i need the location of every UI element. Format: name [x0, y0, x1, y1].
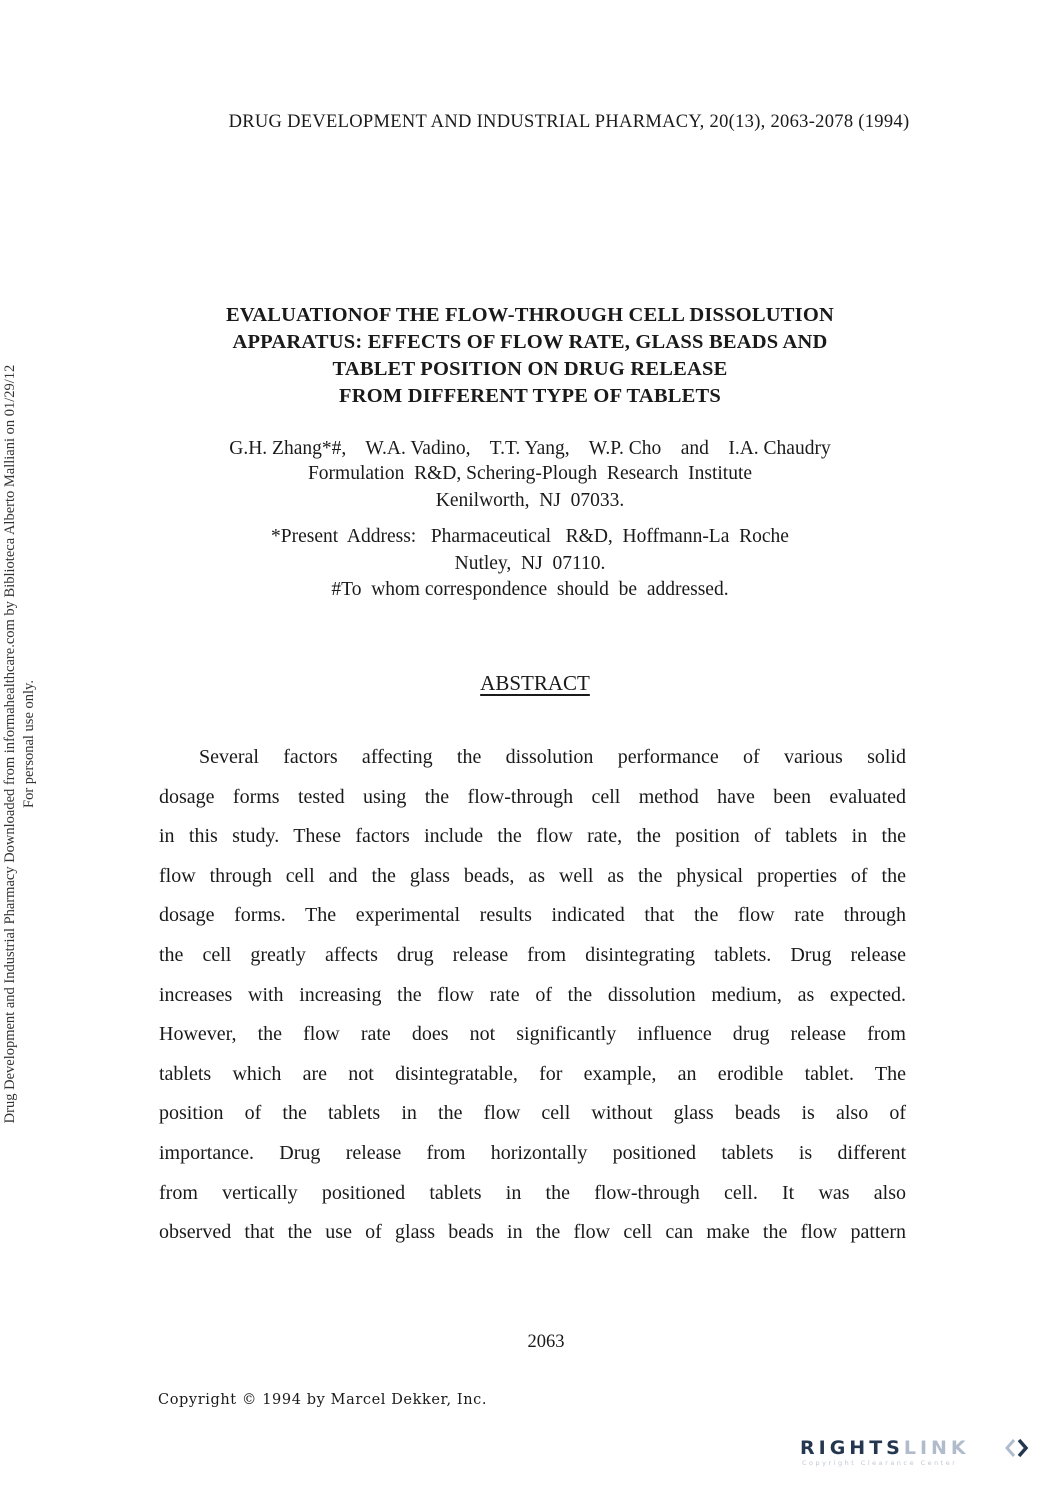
abstract-line: from vertically positioned tablets in the flow-through cell. It was also — [159, 1181, 906, 1204]
rightslink-tagline: Copyright Clearance Center — [802, 1459, 958, 1467]
abstract-line: However, the flow rate does not significantly influence drug release from — [159, 1023, 906, 1046]
article-title — [170, 302, 890, 410]
present-address — [120, 524, 940, 604]
journal-citation: DRUG DEVELOPMENT AND INDUSTRIAL PHARMACY, 20(13), 2063-2078 (1994) — [228, 112, 910, 132]
watermark-line-2: For personal use only. — [21, 680, 37, 808]
abstract-line: the cell greatly affects drug release from disintegrating tablets. Drug release — [159, 943, 906, 966]
title-line: APPARATUS: EFFECTS OF FLOW RATE, GLASS BEADS AND — [232, 331, 828, 353]
rightslink-logo[interactable] — [800, 1437, 1032, 1477]
affiliation-line: Formulation R&D, Schering-Plough Research Institute — [307, 463, 753, 484]
abstract-line: tablets which are not disintegratable, for example, an erodible tablet. The — [159, 1062, 906, 1085]
rightslink-logo-icon — [1005, 1436, 1029, 1460]
download-watermark — [0, 300, 59, 1200]
abstract-heading: ABSTRACT — [480, 671, 590, 695]
rightslink-wordmark: RIGHTSLINK — [800, 1437, 970, 1459]
abstract-line: in this study. These factors include the flow rate, the position of tablets in the — [159, 825, 906, 848]
page-number: 2063 — [527, 1332, 565, 1352]
present-address-city: Nutley, NJ 07110. — [454, 552, 606, 574]
abstract-line: importance. Drug release from horizontally positioned tablets is different — [159, 1141, 906, 1164]
abstract-line: increases with increasing the flow rate of the dissolution medium, as expected. — [159, 983, 906, 1006]
correspondence-note: #To whom correspondence should be addressed. — [331, 579, 729, 600]
title-line: TABLET POSITION ON DRUG RELEASE — [332, 358, 728, 380]
present-address-line: *Present Address: Pharmaceutical R&D, Hoffmann-La Roche — [271, 526, 789, 547]
affiliation-city: Kenilworth, NJ 07033. — [435, 489, 625, 511]
abstract-line: flow through cell and the glass beads, as well as the physical properties of the — [159, 864, 906, 887]
abstract-text — [159, 738, 906, 1253]
title-line: FROM DIFFERENT TYPE OF TABLETS — [339, 385, 721, 407]
author-affiliation — [120, 461, 940, 514]
watermark-line-1: Drug Development and Industrial Pharmacy Downloaded from informahealthcare.com by Biblioteca Alberto Malliani on 01/29/12 — [2, 364, 18, 1124]
title-line: EVALUATIONOF THE FLOW-THROUGH CELL DISSOLUTION — [225, 304, 834, 326]
abstract-line: observed that the use of glass beads in the flow cell can make the flow pattern — [159, 1221, 906, 1244]
abstract-line: Several factors affecting the dissolution performance of various solid — [199, 746, 906, 768]
author-list: G.H. Zhang*#, W.A. Vadino, T.T. Yang, W.P. Cho and I.A. Chaudry — [229, 438, 831, 459]
copyright-notice: Copyright © 1994 by Marcel Dekker, Inc. — [158, 1392, 488, 1408]
abstract-line: dosage forms. The experimental results indicated that the flow rate through — [159, 904, 906, 927]
abstract-line: position of the tablets in the flow cell without glass beads is also of — [159, 1102, 906, 1125]
abstract-line: dosage forms tested using the flow-through cell method have been evaluated — [159, 785, 906, 808]
